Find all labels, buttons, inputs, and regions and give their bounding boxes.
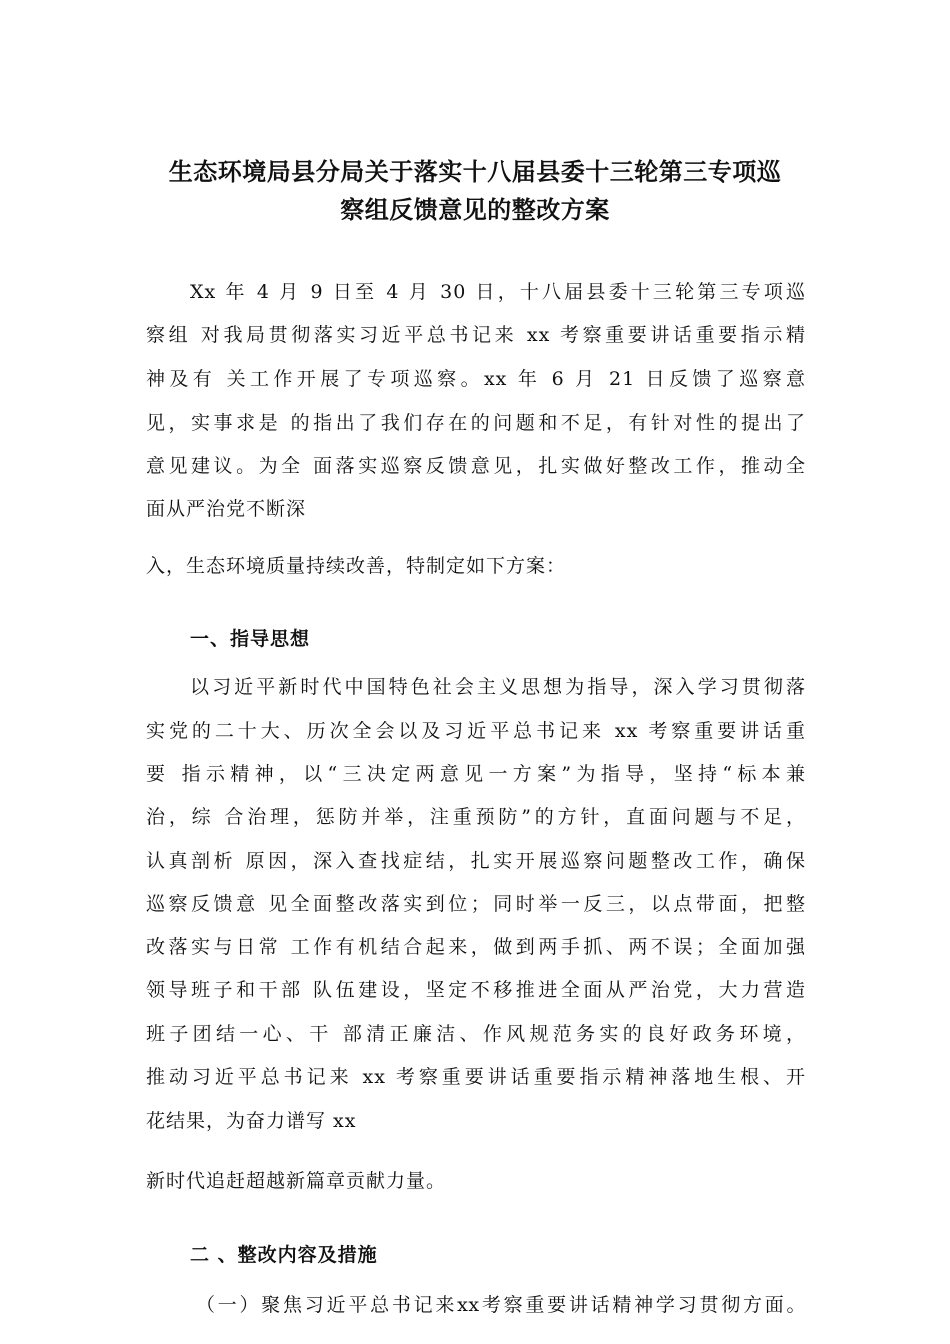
intro-line: 入，生态环境质量持续改善，特制定如下方案： [146, 555, 567, 577]
body-line: 实党的二十大、历次全会以及习近平总书记来 xx 考察重要讲话重 [146, 720, 806, 742]
body-line: 花结果，为奋力谱写 xx [146, 1110, 357, 1132]
intro-line: 神及有 关工作开展了专项巡察。xx 年 6 月 21 日反馈了巡察意 [146, 368, 806, 390]
intro-line: 见，实事求是 的指出了我们存在的问题和不足，有针对性的提出了 [146, 412, 806, 434]
intro-line: Xx 年 4 月 9 日至 4 月 30 日，十八届县委十三轮第三专项巡 [190, 281, 806, 303]
body-line: 改落实与日常 工作有机结合起来，做到两手抓、两不误；全面加强 [146, 936, 806, 958]
document-title-line-2: 察组反馈意见的整改方案 [340, 196, 610, 224]
body-line: 治，综 合治理，惩防并举，注重预防”的方针，直面问题与不足， [146, 806, 806, 828]
document-title-line-1: 生态环境局县分局关于落实十八届县委十三轮第三专项巡 [168, 158, 782, 186]
body-line: 新时代追赶超越新篇章贡献力量。 [146, 1170, 447, 1192]
section-heading: 一、指导思想 [190, 628, 311, 650]
intro-line: 面从严治党不断深 [146, 498, 307, 520]
subsection-heading: （一）聚焦习近平总书记来xx考察重要讲话精神学习贯彻方面。 [196, 1294, 806, 1316]
section-heading: 二 、整改内容及措施 [190, 1244, 378, 1266]
intro-line: 意见建议。为全 面落实巡察反馈意见，扎实做好整改工作，推动全 [146, 455, 806, 477]
body-line: 巡察反馈意 见全面整改落实到位；同时举一反三，以点带面，把整 [146, 893, 806, 915]
body-line: 要 指示精神，以“三决定两意见一方案”为指导，坚持“标本兼 [146, 763, 806, 785]
intro-line: 察组 对我局贯彻落实习近平总书记来 xx 考察重要讲话重要指示精 [146, 324, 806, 346]
body-line: 认真剖析 原因，深入查找症结，扎实开展巡察问题整改工作，确保 [146, 850, 806, 872]
body-line: 班子团结一心、干 部清正廉洁、作风规范务实的良好政务环境， [146, 1023, 806, 1045]
body-line: 领导班子和干部 队伍建设，坚定不移推进全面从严治党，大力营造 [146, 979, 806, 1001]
body-line: 推动习近平总书记来 xx 考察重要讲话重要指示精神落地生根、开 [146, 1066, 806, 1088]
body-line: 以习近平新时代中国特色社会主义思想为指导，深入学习贯彻落 [190, 676, 806, 698]
